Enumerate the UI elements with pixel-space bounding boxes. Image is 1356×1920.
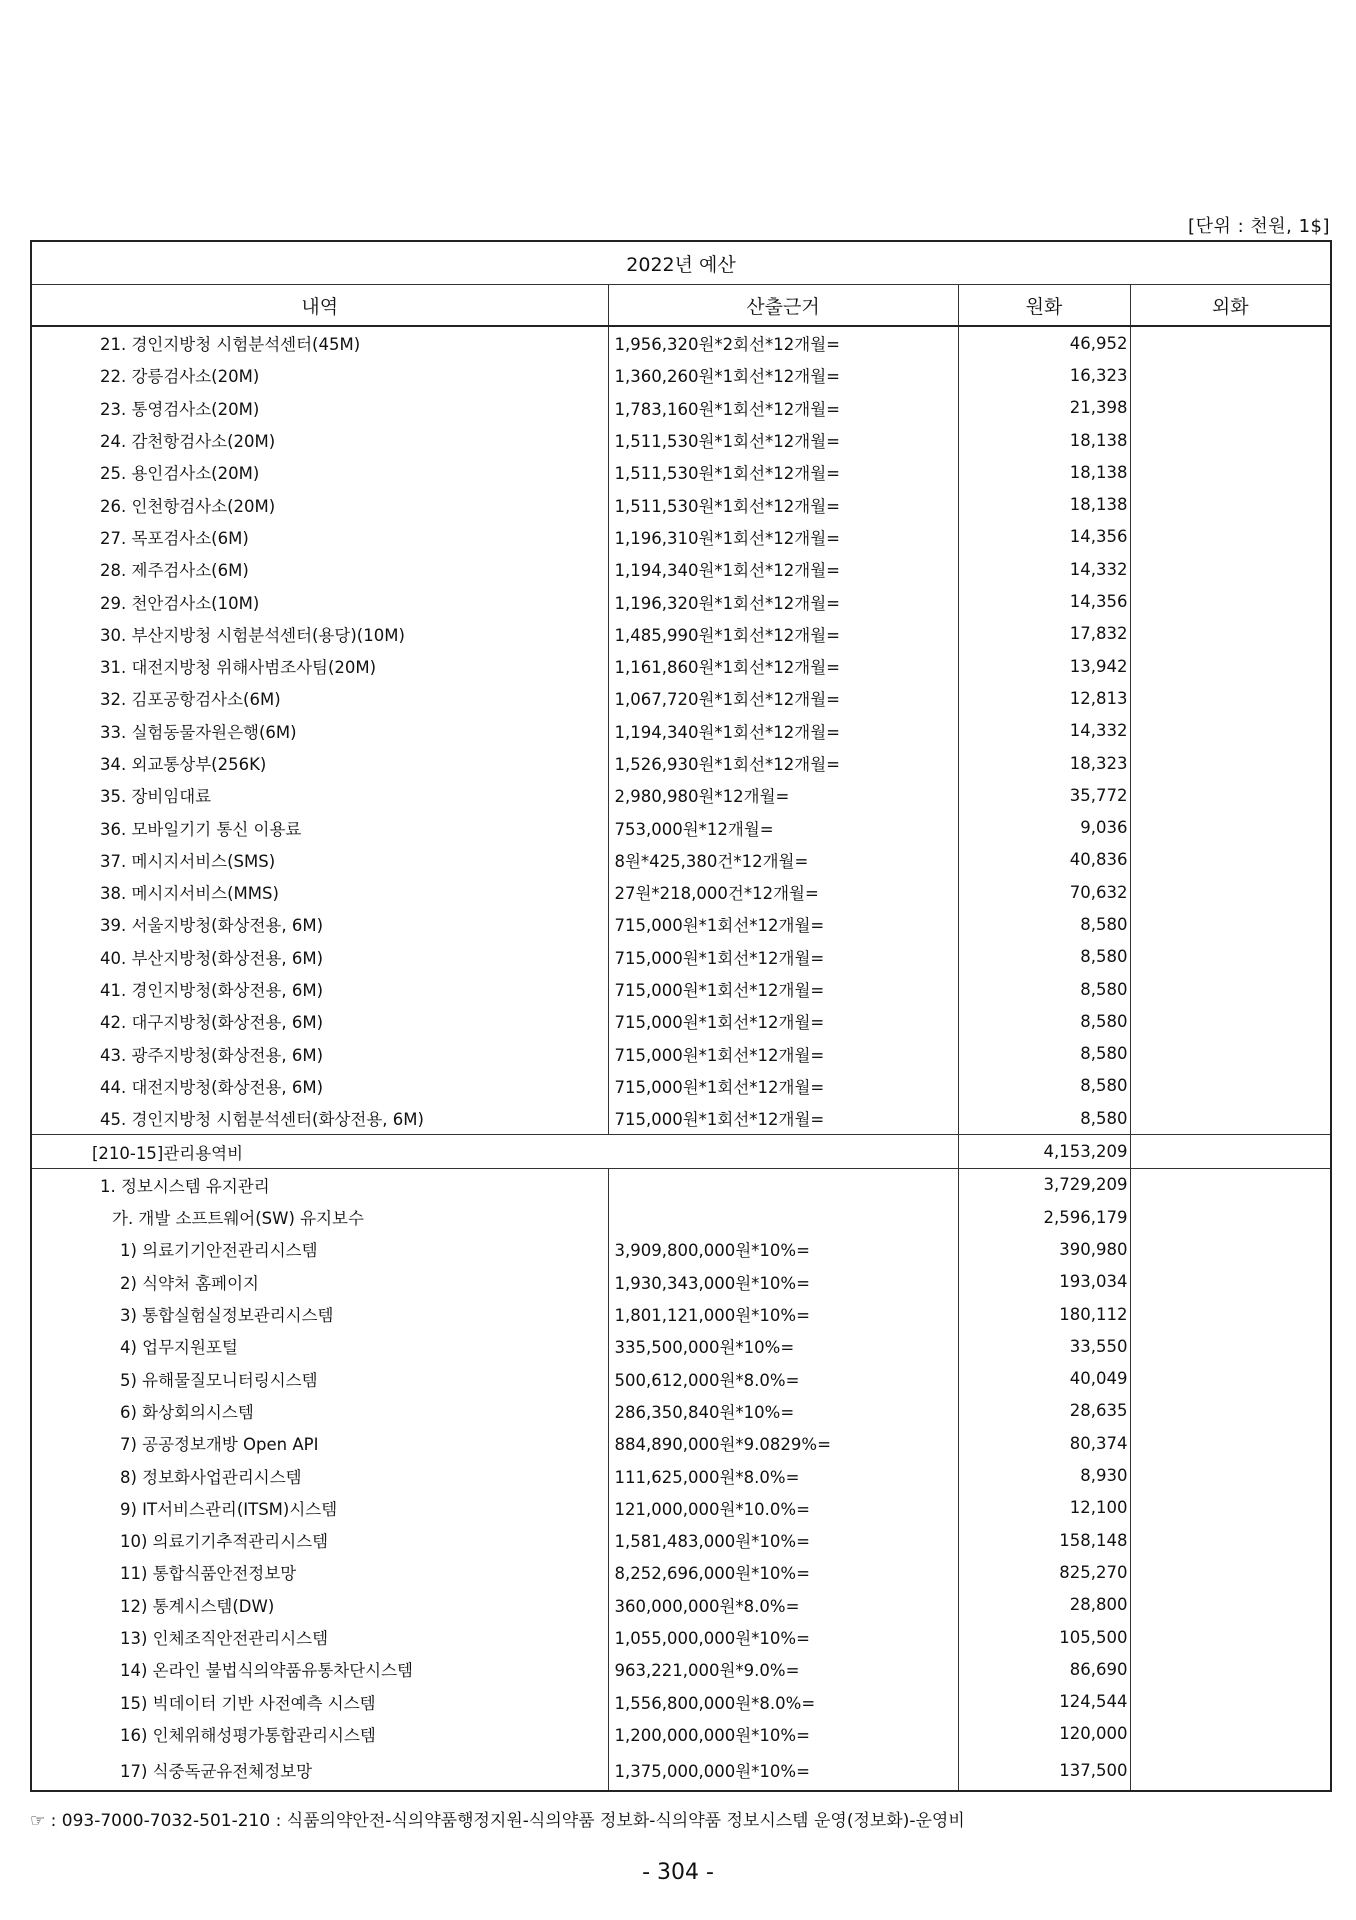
row-krw: 40,049 <box>958 1363 1130 1395</box>
row-krw: 825,270 <box>958 1556 1130 1588</box>
row-krw: 12,813 <box>958 682 1130 714</box>
row-krw: 8,930 <box>958 1459 1130 1491</box>
row-basis: 360,000,000원*8.0%= <box>608 1589 958 1621</box>
row-basis: 1,196,320원*1회선*12개월= <box>608 585 958 617</box>
row-krw: 12,100 <box>958 1492 1130 1524</box>
row-basis: 1,801,121,000원*10%= <box>608 1298 958 1330</box>
header-item: 내역 <box>31 285 608 327</box>
row-item: 11) 통합식품안전정보망 <box>31 1556 608 1588</box>
table-title: 2022년 예산 <box>31 241 1331 285</box>
row-item: 41. 경인지방청(화상전용, 6M) <box>31 973 608 1005</box>
row-foreign <box>1130 1427 1331 1459</box>
row-foreign <box>1130 908 1331 940</box>
section-amount: 4,153,209 <box>958 1135 1130 1168</box>
footnote: ☞ : 093-7000-7032-501-210 : 식품의약안전-식의약품행정지원-식의약품 정보화-식의약품 정보시스템 운영(정보화)-운영비 <box>30 1811 965 1831</box>
row-krw: 8,580 <box>958 1102 1130 1135</box>
table-row <box>31 392 1331 424</box>
table-row <box>31 1621 1331 1653</box>
row-krw: 124,544 <box>958 1685 1130 1717</box>
table-row <box>31 811 1331 843</box>
table-row <box>31 1363 1331 1395</box>
table-row <box>31 650 1331 682</box>
row-basis: 111,625,000원*8.0%= <box>608 1459 958 1491</box>
table-row <box>31 553 1331 585</box>
row-krw: 21,398 <box>958 392 1130 424</box>
row-item: 7) 공공정보개방 Open API <box>31 1427 608 1459</box>
row-basis: 1,485,990원*1회선*12개월= <box>608 618 958 650</box>
row-item: 10) 의료기기추적관리시스템 <box>31 1524 608 1556</box>
row-basis: 121,000,000원*10.0%= <box>608 1492 958 1524</box>
row-foreign <box>1130 844 1331 876</box>
row-item: 29. 천안검사소(10M) <box>31 585 608 617</box>
row-krw: 28,635 <box>958 1395 1130 1427</box>
row-foreign <box>1130 876 1331 908</box>
row-item: 32. 김포공항검사소(6M) <box>31 682 608 714</box>
row-item: 25. 용인검사소(20M) <box>31 456 608 488</box>
subsection-basis <box>608 1168 958 1201</box>
budget-table <box>30 240 1332 1792</box>
row-item: 31. 대전지방청 위해사범조사팀(20M) <box>31 650 608 682</box>
row-krw: 70,632 <box>958 876 1130 908</box>
row-krw: 193,034 <box>958 1266 1130 1298</box>
row-basis: 715,000원*1회선*12개월= <box>608 1005 958 1037</box>
row-item: 40. 부산지방청(화상전용, 6M) <box>31 941 608 973</box>
row-item: 22. 강릉검사소(20M) <box>31 359 608 391</box>
rows-sw-maintenance <box>31 1233 1331 1791</box>
table-row <box>31 618 1331 650</box>
row-krw: 33,550 <box>958 1330 1130 1362</box>
table-row <box>31 1589 1331 1621</box>
row-basis: 1,161,860원*1회선*12개월= <box>608 650 958 682</box>
row-item: 16) 인체위해성평가통합관리시스템 <box>31 1718 608 1750</box>
row-krw: 8,580 <box>958 908 1130 940</box>
row-foreign <box>1130 747 1331 779</box>
row-item: 45. 경인지방청 시험분석센터(화상전용, 6M) <box>31 1102 608 1135</box>
rows-communication <box>31 326 1331 1135</box>
row-krw: 80,374 <box>958 1427 1130 1459</box>
row-basis: 1,194,340원*1회선*12개월= <box>608 553 958 585</box>
table-row <box>31 1556 1331 1588</box>
table-row <box>31 488 1331 520</box>
table-row <box>31 1395 1331 1427</box>
row-basis: 1,581,483,000원*10%= <box>608 1524 958 1556</box>
section-foreign <box>1130 1135 1331 1168</box>
row-krw: 16,323 <box>958 359 1130 391</box>
row-foreign <box>1130 521 1331 553</box>
row-basis: 715,000원*1회선*12개월= <box>608 908 958 940</box>
row-foreign <box>1130 359 1331 391</box>
row-item: 21. 경인지방청 시험분석센터(45M) <box>31 326 608 359</box>
row-item: 44. 대전지방청(화상전용, 6M) <box>31 1070 608 1102</box>
row-foreign <box>1130 553 1331 585</box>
row-basis: 2,980,980원*12개월= <box>608 779 958 811</box>
row-krw: 8,580 <box>958 973 1130 1005</box>
row-foreign <box>1130 1005 1331 1037</box>
row-krw: 86,690 <box>958 1653 1130 1685</box>
row-item: 42. 대구지방청(화상전용, 6M) <box>31 1005 608 1037</box>
row-basis: 963,221,000원*9.0%= <box>608 1653 958 1685</box>
row-foreign <box>1130 1395 1331 1427</box>
row-item: 26. 인천항검사소(20M) <box>31 488 608 520</box>
table-row <box>31 747 1331 779</box>
row-foreign <box>1130 973 1331 1005</box>
subsection-label: 1. 정보시스템 유지관리 <box>31 1168 608 1201</box>
row-item: 9) IT서비스관리(ITSM)시스템 <box>31 1492 608 1524</box>
table-row <box>31 1750 1331 1791</box>
row-item: 30. 부산지방청 시험분석센터(용당)(10M) <box>31 618 608 650</box>
row-basis: 715,000원*1회선*12개월= <box>608 1038 958 1070</box>
subsection-foreign <box>1130 1168 1331 1201</box>
row-foreign <box>1130 1524 1331 1556</box>
row-basis: 884,890,000원*9.0829%= <box>608 1427 958 1459</box>
row-foreign <box>1130 1653 1331 1685</box>
row-basis: 286,350,840원*10%= <box>608 1395 958 1427</box>
subsubsection-foreign <box>1130 1201 1331 1233</box>
table-row <box>31 1233 1331 1265</box>
table-row <box>31 521 1331 553</box>
row-krw: 46,952 <box>958 326 1130 359</box>
table-row <box>31 844 1331 876</box>
table-row <box>31 1038 1331 1070</box>
table-row <box>31 682 1331 714</box>
table-row <box>31 1524 1331 1556</box>
row-basis: 1,200,000,000원*10%= <box>608 1718 958 1750</box>
table-row <box>31 1718 1331 1750</box>
row-foreign <box>1130 1102 1331 1135</box>
row-basis: 1,360,260원*1회선*12개월= <box>608 359 958 391</box>
row-krw: 14,332 <box>958 553 1130 585</box>
row-krw: 28,800 <box>958 1589 1130 1621</box>
table-row <box>31 1459 1331 1491</box>
table-row <box>31 1492 1331 1524</box>
row-basis: 8원*425,380건*12개월= <box>608 844 958 876</box>
row-krw: 14,356 <box>958 521 1130 553</box>
row-basis: 335,500,000원*10%= <box>608 1330 958 1362</box>
row-item: 34. 외교통상부(256K) <box>31 747 608 779</box>
row-basis: 1,930,343,000원*10%= <box>608 1266 958 1298</box>
row-krw: 18,138 <box>958 456 1130 488</box>
table-row <box>31 1005 1331 1037</box>
table-row <box>31 1427 1331 1459</box>
row-foreign <box>1130 715 1331 747</box>
table-row <box>31 1298 1331 1330</box>
table-row <box>31 359 1331 391</box>
table-row <box>31 424 1331 456</box>
table-row <box>31 1266 1331 1298</box>
row-basis: 1,956,320원*2회선*12개월= <box>608 326 958 359</box>
row-foreign <box>1130 1589 1331 1621</box>
header-foreign: 외화 <box>1130 285 1331 327</box>
row-foreign <box>1130 1718 1331 1750</box>
row-krw: 35,772 <box>958 779 1130 811</box>
table-row <box>31 1653 1331 1685</box>
row-basis: 1,526,930원*1회선*12개월= <box>608 747 958 779</box>
row-foreign <box>1130 488 1331 520</box>
row-item: 4) 업무지원포털 <box>31 1330 608 1362</box>
row-item: 1) 의료기기안전관리시스템 <box>31 1233 608 1265</box>
row-basis: 753,000원*12개월= <box>608 811 958 843</box>
row-basis: 1,556,800,000원*8.0%= <box>608 1685 958 1717</box>
subsubsection-label: 가. 개발 소프트웨어(SW) 유지보수 <box>31 1201 608 1233</box>
row-foreign <box>1130 424 1331 456</box>
row-foreign <box>1130 682 1331 714</box>
table-row <box>31 973 1331 1005</box>
row-foreign <box>1130 585 1331 617</box>
row-krw: 105,500 <box>958 1621 1130 1653</box>
row-item: 12) 통계시스템(DW) <box>31 1589 608 1621</box>
row-foreign <box>1130 650 1331 682</box>
table-row <box>31 908 1331 940</box>
row-foreign <box>1130 1459 1331 1491</box>
row-foreign <box>1130 941 1331 973</box>
row-basis: 1,783,160원*1회선*12개월= <box>608 392 958 424</box>
row-foreign <box>1130 1330 1331 1362</box>
row-item: 43. 광주지방청(화상전용, 6M) <box>31 1038 608 1070</box>
row-krw: 158,148 <box>958 1524 1130 1556</box>
row-item: 2) 식약처 홈페이지 <box>31 1266 608 1298</box>
row-foreign <box>1130 1233 1331 1265</box>
row-foreign <box>1130 456 1331 488</box>
row-item: 3) 통합실험실정보관리시스템 <box>31 1298 608 1330</box>
row-item: 27. 목포검사소(6M) <box>31 521 608 553</box>
row-basis: 1,055,000,000원*10%= <box>608 1621 958 1653</box>
row-basis: 1,194,340원*1회선*12개월= <box>608 715 958 747</box>
unit-label: [단위 : 천원, 1$] <box>1188 216 1330 237</box>
row-foreign <box>1130 1298 1331 1330</box>
row-item: 36. 모바일기기 통신 이용료 <box>31 811 608 843</box>
row-krw: 8,580 <box>958 1070 1130 1102</box>
row-foreign <box>1130 392 1331 424</box>
row-foreign <box>1130 1363 1331 1395</box>
row-krw: 18,138 <box>958 488 1130 520</box>
row-krw: 8,580 <box>958 1005 1130 1037</box>
page-number: - 304 - <box>642 1860 714 1885</box>
row-foreign <box>1130 1685 1331 1717</box>
subsubsection-basis <box>608 1201 958 1233</box>
row-krw: 18,138 <box>958 424 1130 456</box>
table-row <box>31 876 1331 908</box>
row-krw: 390,980 <box>958 1233 1130 1265</box>
row-foreign <box>1130 618 1331 650</box>
row-krw: 9,036 <box>958 811 1130 843</box>
row-item: 38. 메시지서비스(MMS) <box>31 876 608 908</box>
table-row <box>31 456 1331 488</box>
row-basis: 27원*218,000건*12개월= <box>608 876 958 908</box>
row-item: 17) 식중독균유전체정보망 <box>31 1750 608 1791</box>
row-item: 37. 메시지서비스(SMS) <box>31 844 608 876</box>
table-row <box>31 1685 1331 1717</box>
table-row <box>31 941 1331 973</box>
row-item: 28. 제주검사소(6M) <box>31 553 608 585</box>
row-basis: 500,612,000원*8.0%= <box>608 1363 958 1395</box>
header-krw: 원화 <box>958 285 1130 327</box>
row-foreign <box>1130 1621 1331 1653</box>
table-row <box>31 715 1331 747</box>
row-foreign <box>1130 1492 1331 1524</box>
row-basis: 715,000원*1회선*12개월= <box>608 1070 958 1102</box>
subsection-amount: 3,729,209 <box>958 1168 1130 1201</box>
row-krw: 14,332 <box>958 715 1130 747</box>
row-item: 24. 감천항검사소(20M) <box>31 424 608 456</box>
row-krw: 137,500 <box>958 1750 1130 1791</box>
row-krw: 13,942 <box>958 650 1130 682</box>
section-management-service <box>31 1135 1331 1233</box>
row-basis: 3,909,800,000원*10%= <box>608 1233 958 1265</box>
row-foreign <box>1130 1038 1331 1070</box>
row-basis: 1,067,720원*1회선*12개월= <box>608 682 958 714</box>
row-krw: 18,323 <box>958 747 1130 779</box>
row-krw: 14,356 <box>958 585 1130 617</box>
row-krw: 8,580 <box>958 941 1130 973</box>
row-krw: 8,580 <box>958 1038 1130 1070</box>
row-foreign <box>1130 811 1331 843</box>
row-item: 23. 통영검사소(20M) <box>31 392 608 424</box>
table-row <box>31 1330 1331 1362</box>
row-item: 5) 유해물질모니터링시스템 <box>31 1363 608 1395</box>
row-foreign <box>1130 1750 1331 1791</box>
row-krw: 180,112 <box>958 1298 1130 1330</box>
row-item: 33. 실험동물자원은행(6M) <box>31 715 608 747</box>
row-krw: 17,832 <box>958 618 1130 650</box>
row-basis: 1,511,530원*1회선*12개월= <box>608 424 958 456</box>
row-item: 35. 장비임대료 <box>31 779 608 811</box>
table-row <box>31 779 1331 811</box>
row-item: 13) 인체조직안전관리시스템 <box>31 1621 608 1653</box>
table-row <box>31 326 1331 359</box>
subsubsection-amount: 2,596,179 <box>958 1201 1130 1233</box>
row-foreign <box>1130 779 1331 811</box>
row-basis: 8,252,696,000원*10%= <box>608 1556 958 1588</box>
table-row <box>31 1102 1331 1135</box>
table-row <box>31 1070 1331 1102</box>
row-basis: 1,511,530원*1회선*12개월= <box>608 488 958 520</box>
row-item: 6) 화상회의시스템 <box>31 1395 608 1427</box>
row-item: 39. 서울지방청(화상전용, 6M) <box>31 908 608 940</box>
row-foreign <box>1130 1556 1331 1588</box>
row-krw: 120,000 <box>958 1718 1130 1750</box>
row-item: 8) 정보화사업관리시스템 <box>31 1459 608 1491</box>
row-basis: 1,511,530원*1회선*12개월= <box>608 456 958 488</box>
section-label: [210-15]관리용역비 <box>31 1135 958 1168</box>
row-foreign <box>1130 1266 1331 1298</box>
row-foreign <box>1130 1070 1331 1102</box>
row-basis: 1,375,000,000원*10%= <box>608 1750 958 1791</box>
row-item: 15) 빅데이터 기반 사전예측 시스템 <box>31 1685 608 1717</box>
budget-table-container <box>30 240 1330 1792</box>
table-row <box>31 585 1331 617</box>
row-foreign <box>1130 326 1331 359</box>
row-basis: 715,000원*1회선*12개월= <box>608 1102 958 1135</box>
row-basis: 1,196,310원*1회선*12개월= <box>608 521 958 553</box>
row-krw: 40,836 <box>958 844 1130 876</box>
row-item: 14) 온라인 불법식의약품유통차단시스템 <box>31 1653 608 1685</box>
row-basis: 715,000원*1회선*12개월= <box>608 973 958 1005</box>
row-basis: 715,000원*1회선*12개월= <box>608 941 958 973</box>
header-basis: 산출근거 <box>608 285 958 327</box>
